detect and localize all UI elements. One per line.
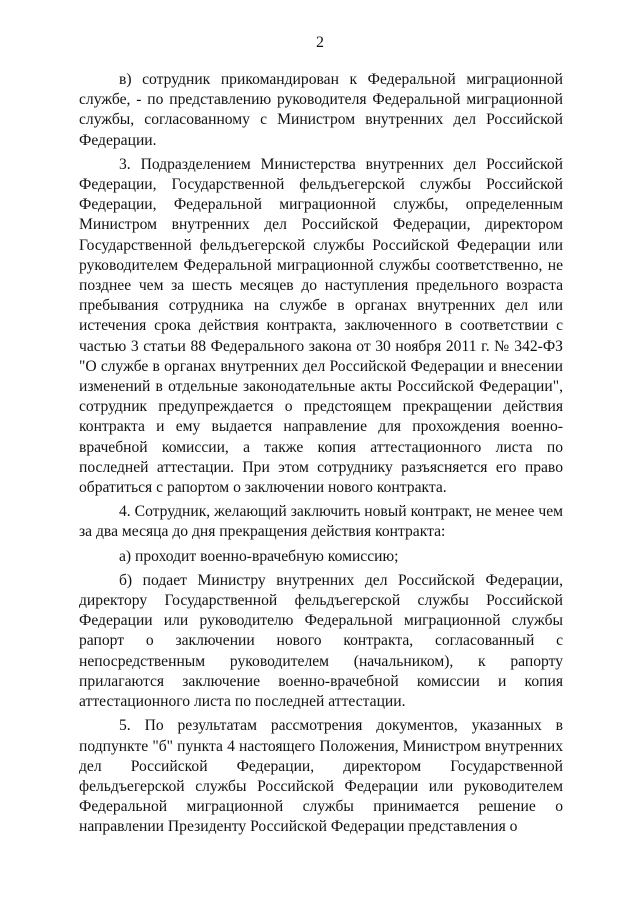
paragraph-v: в) сотрудник прикомандирован к Федеральной миграционной службе, - по представлению руководителя Федеральной миграционной службы, согласованному с Министром внутренних дел Российской Федерации. (79, 71, 563, 149)
paragraph-4b: б) подает Министру внутренних дел Российской Федерации, директору Государственной фельдъегерской службы Российской Федерации или руководителю Федеральной миграционной службы рапорт о заключении нового контракта, согласованный с непосредственным руководителем (начальником), к рапорту прилагаются заключение военно-врачебной комиссии и копия аттестационного листа по последней аттестации. (79, 571, 563, 711)
page-number: 2 (316, 34, 324, 51)
paragraph-5: 5. По результатам рассмотрения документов, указанных в подпункте "б" пункта 4 настоящего Положения, Министром внутренних дел Российской Федерации, директором Государственной фельдъегерской службы Российской Федерации или руководителем Федеральной миграционной службы принимается решение о направлении Президенту Российской Федерации представления о (79, 717, 563, 836)
paragraph-4a: а) проходит военно-врачебную комиссию; (119, 547, 399, 565)
document-body (79, 70, 563, 838)
paragraph-3: 3. Подразделением Министерства внутренних дел Российской Федерации, Государственной фельдъегерской службы Российской Федерации, Федеральной миграционной службы, определенным Министром внутренних дел Российской Федерации, директором Государственной фельдъегерской службы Российской Федерации или руководителем Федеральной миграционной службы соответственно, не позднее чем за шесть месяцев до наступления предельного возраста пребывания сотрудника на службе в органах внутренних дел или истечения срока действия контракта, заключенного в соответствии с частью 3 статьи 88 Федерального закона от 30 ноября 2011 г. № 342-ФЗ "О службе в органах внутренних дел Российской Федерации и внесении изменений в отдельные законодательные акты Российской Федерации", сотрудник предупреждается о предстоящем прекращении действия контракта и ему выдается направление для прохождения военно-врачебной комиссии, а также копия аттестационного листа по последней аттестации. При этом сотруднику разъясняется его право обратиться с рапортом о заключении нового контракта. (79, 155, 563, 497)
paragraph-4: 4. Сотрудник, желающий заключить новый контракт, не менее чем за два месяца до дня прекращения действия контракта: (79, 503, 563, 541)
